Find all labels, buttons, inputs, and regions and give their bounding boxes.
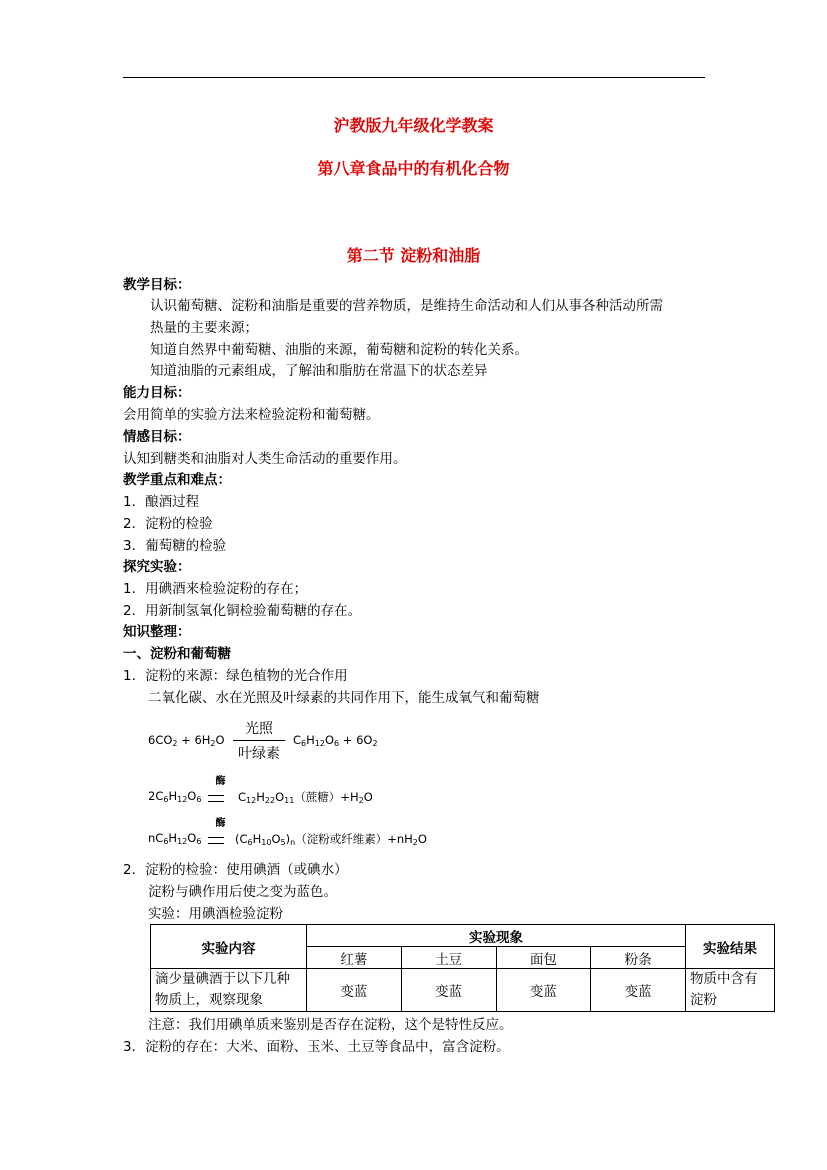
exp-1: 1．用碘酒来检验淀粉的存在； <box>123 581 308 597</box>
equation-3-left: $nC_6H_{12}O_6$ <box>148 831 202 846</box>
equals-sign-3 <box>208 837 224 844</box>
experiment-table <box>150 924 775 1012</box>
equals-sign-2 <box>208 795 224 802</box>
col-vermicelli: 粉条 <box>591 947 686 969</box>
equation-1-right: $C_6H_{12}O_6 + 6O_2$ <box>293 733 378 748</box>
equation-1-condition <box>233 718 285 763</box>
cell-1: 变蓝 <box>307 969 402 1012</box>
goals-label: 教学目标： <box>123 277 191 293</box>
goal-1b: 热量的主要来源； <box>150 320 258 336</box>
col-bread: 面包 <box>496 947 591 969</box>
equation-2-left: $2C_6H_{12}O_6$ <box>148 789 202 804</box>
cell-4: 变蓝 <box>591 969 686 1012</box>
cell-content: 滴少量碘酒于以下几种物质上，观察现象 <box>151 969 307 1012</box>
condition-chlorophyll: 叶绿素 <box>238 746 280 762</box>
key-3: 3．葡萄糖的检验 <box>123 538 227 554</box>
emotion-label: 情感目标： <box>123 429 191 445</box>
section-title: 第二节 淀粉和油脂 <box>346 246 481 265</box>
goal-1a: 认识葡萄糖、淀粉和油脂是重要的营养物质，是维持生命活动和人们从事各种活动所需 <box>150 298 663 314</box>
cell-result: 物质中含有淀粉 <box>686 969 775 1012</box>
header-content: 实验内容 <box>151 925 307 969</box>
section-1: 一、淀粉和葡萄糖 <box>123 646 231 662</box>
equation-1-left: $6CO_2 + 6H_2O$ <box>148 733 225 748</box>
goal-3: 知道油脂的元素组成，了解油和脂肪在常温下的状态差异 <box>150 363 488 379</box>
condition-light: 光照 <box>245 721 273 737</box>
exp-2: 2．用新制氢氧化铜检验葡萄糖的存在。 <box>123 603 362 619</box>
note: 注意：我们用碘单质来鉴别是否存在淀粉，这个是特性反应。 <box>148 1017 513 1033</box>
chapter-title: 第八章食品中的有机化合物 <box>317 159 510 178</box>
key-2: 2．淀粉的检验 <box>123 516 213 532</box>
point-2c: 实验：用碘酒检验淀粉 <box>148 906 283 922</box>
emotion-text: 认知到糖类和油脂对人类生命活动的重要作用。 <box>123 451 407 467</box>
arrow-line <box>233 740 285 741</box>
enzyme-label-2: 酶 <box>213 775 224 785</box>
goal-2: 知道自然界中葡萄糖、油脂的来源，葡萄糖和淀粉的转化关系。 <box>150 342 528 358</box>
know-label: 知识整理： <box>123 624 191 640</box>
point-1: 1．淀粉的来源：绿色植物的光合作用 <box>123 668 348 684</box>
col-potato: 土豆 <box>401 947 496 969</box>
header-rule <box>123 77 705 78</box>
point-2b: 淀粉与碘作用后使之变为蓝色。 <box>148 884 337 900</box>
equation-2-right: $C_{12}H_{22}O_{11}$（蔗糖）$+H_2O$ <box>238 790 373 805</box>
point-1b: 二氧化碳、水在光照及叶绿素的共同作用下，能生成氧气和葡萄糖 <box>148 690 540 706</box>
point-2: 2．淀粉的检验：使用碘酒（或碘水） <box>123 862 348 878</box>
cell-2: 变蓝 <box>401 969 496 1012</box>
col-sweet-potato: 红薯 <box>307 947 402 969</box>
ability-label: 能力目标： <box>123 385 191 401</box>
header-phenomenon: 实验现象 <box>307 925 686 947</box>
header-result: 实验结果 <box>686 925 775 969</box>
equation-3-right: $(C_6H_{10}O_5)_n$（淀粉或纤维素）$+nH_2O$ <box>235 832 427 847</box>
cell-3: 变蓝 <box>496 969 591 1012</box>
doc-title: 沪教版九年级化学教案 <box>333 116 494 135</box>
ability-text: 会用简单的实验方法来检验淀粉和葡萄糖。 <box>123 407 380 423</box>
point-3: 3．淀粉的存在：大米、面粉、玉米、土豆等食品中，富含淀粉。 <box>123 1039 510 1055</box>
key-1: 1．酿酒过程 <box>123 494 200 510</box>
exp-label: 探究实验： <box>123 559 191 575</box>
enzyme-label-3: 酶 <box>213 817 224 827</box>
key-label: 教学重点和难点： <box>123 472 231 488</box>
